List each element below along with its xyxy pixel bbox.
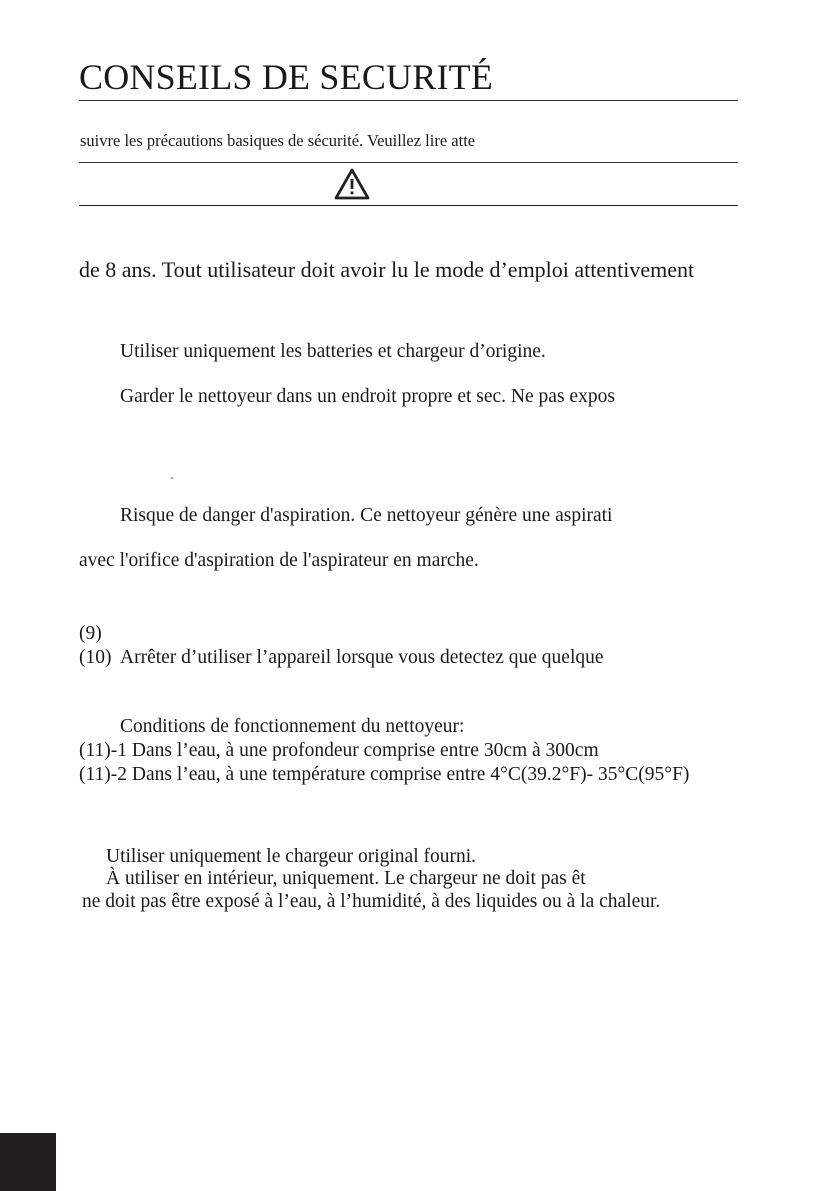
- warning-bottom-rule: [79, 205, 738, 206]
- age-line: de 8 ans. Tout utilisateur doit avoir lu le mode d’emploi attentivement: [79, 257, 695, 282]
- stray-dash: -: [170, 470, 174, 484]
- condition-depth: (11)-1 Dans l’eau, à une profondeur comprise entre 30cm à 300cm: [79, 740, 599, 761]
- page-corner-tab: [0, 1133, 56, 1191]
- charger-line-1: Utiliser uniquement le chargeur original fourni.: [106, 846, 477, 867]
- intro-line: suivre les précautions basiques de sécurité. Veuillez lire atte: [80, 131, 476, 150]
- item-10-text: Arrêter d’utiliser l’appareil lorsque vous detectez que quelque: [120, 647, 604, 668]
- item-9-number: (9): [79, 623, 102, 644]
- title-underline: [79, 100, 738, 101]
- item-suction-continued: avec l'orifice d'aspiration de l'aspirateur en marche.: [79, 550, 479, 571]
- charger-line-3: ne doit pas être exposé à l’eau, à l’humidité, à des liquides ou à la chaleur.: [82, 891, 661, 912]
- item-suction: Risque de danger d'aspiration. Ce nettoyeur génère une aspirati: [120, 505, 613, 526]
- item-batteries: Utiliser uniquement les batteries et chargeur d’origine.: [120, 341, 546, 362]
- item-10-number: (10): [79, 647, 112, 668]
- condition-temperature: (11)-2 Dans l’eau, à une température comprise entre 4°C(39.2°F)- 35°C(95°F): [79, 764, 690, 785]
- page-title: CONSEILS DE SECURITÉ: [79, 57, 494, 97]
- item-storage: Garder le nettoyeur dans un endroit propre et sec. Ne pas expos: [120, 386, 615, 407]
- conditions-heading: Conditions de fonctionnement du nettoyeur:: [120, 716, 465, 737]
- warning-triangle-icon: [334, 168, 370, 200]
- charger-line-2: À utiliser en intérieur, uniquement. Le chargeur ne doit pas êt: [106, 868, 586, 889]
- warning-top-rule: [79, 162, 738, 163]
